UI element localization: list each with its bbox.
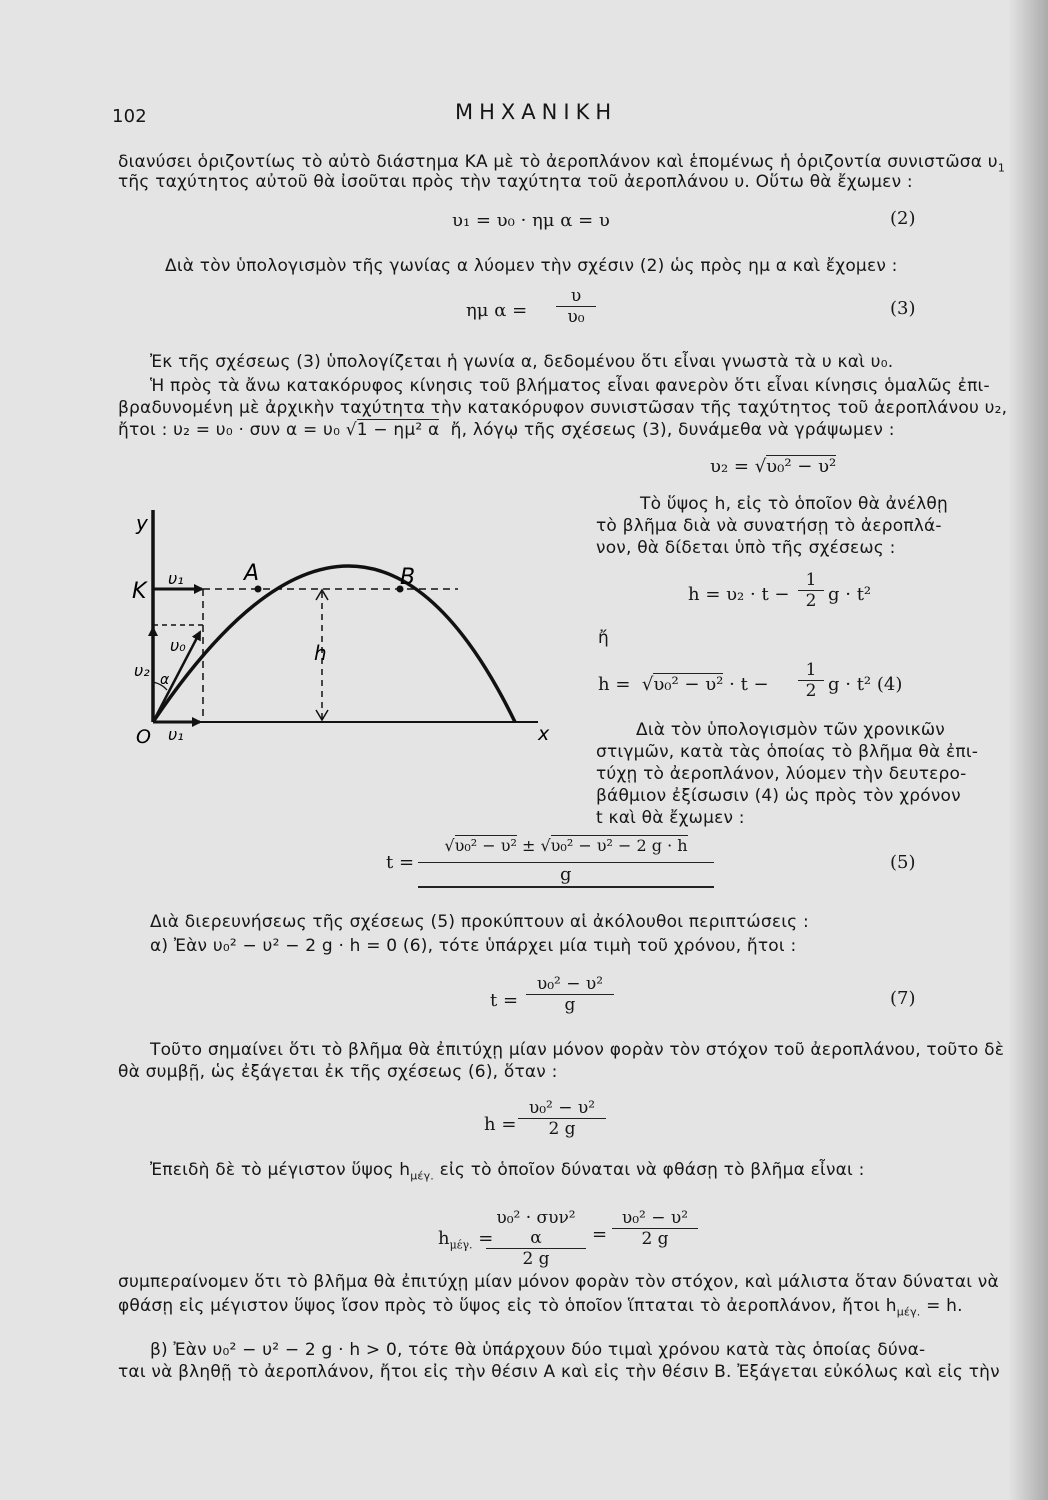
running-title: ΜΗΧΑΝΙΚΗ (455, 100, 618, 124)
label-A: A (244, 561, 260, 586)
label-O: O (136, 726, 151, 748)
para7-line2: φθάσῃ εἰς μέγιστον ὕψος ἴσον πρὸς τὸ ὕψος εἰς τὸ ὁποῖον ἵπταται τὸ ἀεροπλάνον, ἤτοι $h_{\mu έ\gamma.} = h$. (118, 1296, 963, 1319)
label-B: B (400, 565, 416, 590)
equation-5-number: (5) (890, 852, 916, 873)
equation-h1-lhs: h = υ₂ · t − (688, 584, 790, 605)
label-v1-top: υ₁ (168, 569, 184, 588)
equation-5-numerator: √υ₀² − υ² ± √υ₀² − υ² − 2 g · h (444, 836, 688, 855)
para3-line3: βραδυνομένη μὲ ἀρχικὴν ταχύτητα τὴν κατακόρυφον συνιστῶσαν τῆς ταχύτητος τοῦ ἀεροπλάνου υ₂, (118, 398, 1008, 418)
equation-2: υ₁ = υ₀ · ημ α = υ (452, 210, 610, 231)
equation-hmax-lhs: $h_{\mu έ\gamma.}$ = (438, 1228, 494, 1252)
page-edge-shadow (1008, 0, 1048, 1500)
label-v2: υ₂ (134, 661, 150, 680)
para2: Διὰ τὸν ὑπολογισμὸν τῆς γωνίας α λύομεν τὴν σχέσιν (2) ὡς πρὸς ημ α καὶ ἔχομεν : (165, 256, 898, 276)
equation-4-rhs: g · t² (4) (828, 674, 903, 695)
equation-3-number: (3) (890, 298, 916, 319)
equation-7-fraction: $\frac{\text{υ₀² − υ²}}{g}$ (526, 974, 614, 1015)
right-col-p3: τύχῃ τὸ ἀεροπλάνον, λύομεν τὴν δευτερο- (596, 764, 967, 784)
right-col-p5: t καὶ θὰ ἔχωμεν : (596, 808, 745, 828)
equation-3-lhs: ημ α = (466, 300, 528, 321)
label-x: x (538, 723, 550, 745)
para7-line1: συμπεραίνομεν ὅτι τὸ βλῆμα θὰ ἐπιτύχῃ μίαν μόνον φορὰν τὸν στόχον, καὶ μάλιστα ὅταν δύναται νὰ (118, 1272, 999, 1292)
point-A (255, 586, 262, 593)
equation-5-bar (418, 862, 714, 863)
equation-2-number: (2) (890, 208, 916, 229)
para5-line1: Τοῦτο σημαίνει ὅτι τὸ βλῆμα θὰ ἐπιτύχῃ μίαν μόνον φορὰν τὸν στόχον τοῦ ἀεροπλάνου, τοῦτο δὲ (150, 1040, 1005, 1060)
para3-line1: Ἐκ τῆς σχέσεως (3) ὑπολογίζεται ἡ γωνία α, δεδομένου ὅτι εἶναι γνωστὰ τὰ υ καὶ υ₀. (150, 352, 894, 372)
para4-line2: α) Ἐὰν υ₀² − υ² − 2 g · h = 0 (6), τότε ὑπάρχει μία τιμὴ τοῦ χρόνου, ἤτοι : (150, 936, 797, 956)
equation-4: h = √υ₀² − υ² · t − (598, 674, 769, 695)
equation-3-fraction: $\frac{\upsilon}{\text{υ₀}}$ (556, 286, 596, 327)
label-v1-bottom: υ₁ (168, 725, 184, 744)
label-K: K (132, 579, 147, 604)
para3-line4: ἤτοι : υ₂ = υ₀ · συν α = υ₀ √1 − ημ² α ἤ, λόγῳ τῆς σχέσεως (3), δυνάμεθα νὰ γράψωμεν : (118, 420, 895, 440)
equation-v2: υ₂ = √υ₀² − υ² (710, 456, 837, 477)
equation-h1-fraction: $\frac{1}{2}$ (798, 570, 824, 611)
equation-5-underline (418, 886, 714, 888)
right-col-line1: Τὸ ὕψος h, εἰς τὸ ὁποῖον θὰ ἀνέλθῃ (640, 494, 948, 514)
equation-hmax-fraction-2: $\frac{\text{υ₀² − υ²}}{2 g}$ (612, 1208, 698, 1249)
para8-line1: β) Ἐὰν υ₀² − υ² − 2 g · h > 0, τότε θὰ ὑπάρχουν δύο τιμαὶ χρόνου κατὰ τὰς ὁποίας δύνα- (150, 1340, 926, 1360)
label-h: h (314, 641, 327, 665)
equation-4-fraction: $\frac{1}{2}$ (798, 660, 824, 701)
label-alpha: α (160, 672, 170, 688)
para4-line1: Διὰ διερευνήσεως τῆς σχέσεως (5) προκύπτουν αἱ ἀκόλουθοι περιπτώσεις : (150, 912, 809, 932)
right-col-p4: βάθμιον ἐξίσωσιν (4) ὡς πρὸς τὸν χρόνον (596, 786, 961, 806)
para5-line2: θὰ συμβῇ, ὡς ἐξάγεται ἐκ τῆς σχέσεως (6), ὅταν : (118, 1062, 558, 1082)
right-col-line3: νον, θὰ δίδεται ὑπὸ τῆς σχέσεως : (596, 538, 896, 558)
equation-7-lhs: t = (490, 990, 519, 1011)
or-word: ἤ (598, 628, 609, 648)
trajectory-figure (128, 500, 568, 750)
right-col-p2: στιγμῶν, κατὰ τὰς ὁποίας τὸ βλῆμα θὰ ἐπι- (596, 742, 979, 762)
label-v0: υ₀ (170, 636, 186, 655)
para1-line2: τῆς ταχύτητος αὐτοῦ θὰ ἰσοῦται πρὸς τὴν ταχύτητα τοῦ ἀεροπλάνου υ. Οὕτω θὰ ἔχωμεν : (118, 172, 913, 192)
equation-h1-rhs: g · t² (828, 584, 872, 605)
page-number: 102 (112, 106, 147, 127)
para3-line2: Ἡ πρὸς τὰ ἄνω κατακόρυφος κίνησις τοῦ βλήματος εἶναι φανερὸν ὅτι εἶναι κίνησις ὁμαλῶς ἐπι- (150, 376, 990, 396)
equation-hmax-fraction-1: υ₀² · συν² α 2 g (486, 1208, 586, 1269)
equation-h-fraction: $\frac{\text{υ₀² − υ²}}{2 g}$ (518, 1098, 606, 1139)
equation-5-denominator: g (560, 864, 572, 885)
equation-h-lhs: h = (484, 1114, 517, 1135)
right-col-p1: Διὰ τὸν ὑπολογισμὸν τῶν χρονικῶν (636, 720, 945, 740)
para1-line1: διανύσει ὁριζοντίως τὸ αὐτὸ διάστημα ΚΑ μὲ τὸ ἀεροπλάνον καὶ ἑπομένως ἡ ὁριζοντία συνιστῶσα $\upsilon_1$ (118, 152, 1006, 175)
equation-7-number: (7) (890, 988, 916, 1009)
label-y: y (136, 511, 148, 535)
equation-5-lhs: t = (386, 852, 415, 873)
equation-hmax-eq2: = (592, 1224, 608, 1245)
para8-line2: ται νὰ βληθῇ τὸ ἀεροπλάνον, ἤτοι εἰς τὴν θέσιν Α καὶ εἰς τὴν θέσιν Β. Ἐξάγεται εὐκόλως καὶ εἰς τὴν (118, 1362, 1000, 1382)
right-col-line2: τὸ βλῆμα διὰ νὰ συνατήσῃ τὸ ἀεροπλά- (596, 516, 942, 536)
para6: Ἐπειδὴ δὲ τὸ μέγιστον ὕψος $h_{\mu έ\gamma.}$ εἰς τὸ ὁποῖον δύναται νὰ φθάσῃ τὸ βλῆμα εἶναι : (150, 1160, 865, 1183)
